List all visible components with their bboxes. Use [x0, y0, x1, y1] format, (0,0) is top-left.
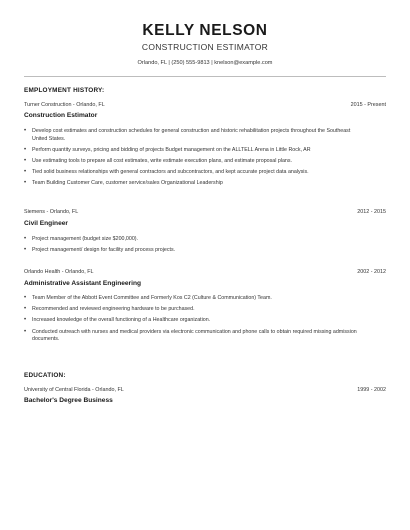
education-school: University of Central Florida - Orlando, FL: [24, 387, 124, 393]
job-company: Siemens - Orlando, FL: [24, 209, 79, 215]
list-item: • Recommended and reviewed engineering hardware to be purchased.: [24, 306, 364, 314]
list-item: • Develop cost estimates and construction schedules for general construction and historic rehabilitation projects throughout the Southeast United States.: [24, 128, 364, 143]
list-item: • Project management/ design for facility and process projects.: [24, 247, 364, 255]
education-degree: Bachelor's Degree Business: [24, 397, 113, 404]
divider: [24, 76, 386, 77]
job-dates: 2015 - Present: [350, 102, 386, 108]
job-title: Civil Engineer: [24, 220, 68, 227]
job-dates: 2002 - 2012: [357, 269, 386, 275]
education-dates: 1999 - 2002: [357, 387, 386, 393]
job-company: Orlando Health - Orlando, FL: [24, 269, 94, 275]
contact-info: Orlando, FL | (250) 555-9813 | knelson@example.com: [137, 60, 273, 66]
list-item: • Perform quantity surveys, pricing and bidding of projects Budget management on the ALLTELL Arena in Little Rock, AR: [24, 147, 364, 155]
job-dates: 2012 - 2015: [357, 209, 386, 215]
list-item: • Tied solid business relationships with general contractors and subcontractors, and kept accurate project data analysis.: [24, 169, 364, 177]
list-item: • Use estimating tools to prepare all cost estimates, write estimate execution plans, and estimate proposal plans.: [24, 158, 364, 166]
job-bullets: [24, 128, 364, 192]
list-item: • Increased knowledge of the overall functioning of a Healthcare organization.: [24, 317, 364, 325]
list-item: • Project management (budget size $200,000).: [24, 236, 364, 244]
job-company-line: [24, 209, 386, 215]
education-school-line: [24, 387, 386, 393]
job-company-line: [24, 102, 386, 108]
list-item: • Team Member of the Abbott Event Committee and Formerly Kos C2 (Culture & Communication) Team.: [24, 295, 364, 303]
job-bullets: [24, 295, 364, 347]
job-title: Construction Estimator: [24, 112, 98, 119]
job-company: Turner Construction - Orlando, FL: [24, 102, 105, 108]
list-item: • Team Building Customer Care, customer service/sales Organizational Leadership: [24, 180, 364, 188]
job-title: Administrative Assistant Engineering: [24, 280, 142, 287]
job-company-line: [24, 269, 386, 275]
job-bullets: [24, 236, 364, 258]
education-heading: EDUCATION:: [24, 372, 66, 379]
list-item: • Conducted outreach with nurses and medical providers via electronic communication and phone calls to obtain required missing admission documents.: [24, 329, 364, 344]
employment-heading: EMPLOYMENT HISTORY:: [24, 87, 105, 94]
candidate-title: CONSTRUCTION ESTIMATOR: [141, 42, 269, 52]
candidate-name: KELLY NELSON: [142, 22, 268, 39]
